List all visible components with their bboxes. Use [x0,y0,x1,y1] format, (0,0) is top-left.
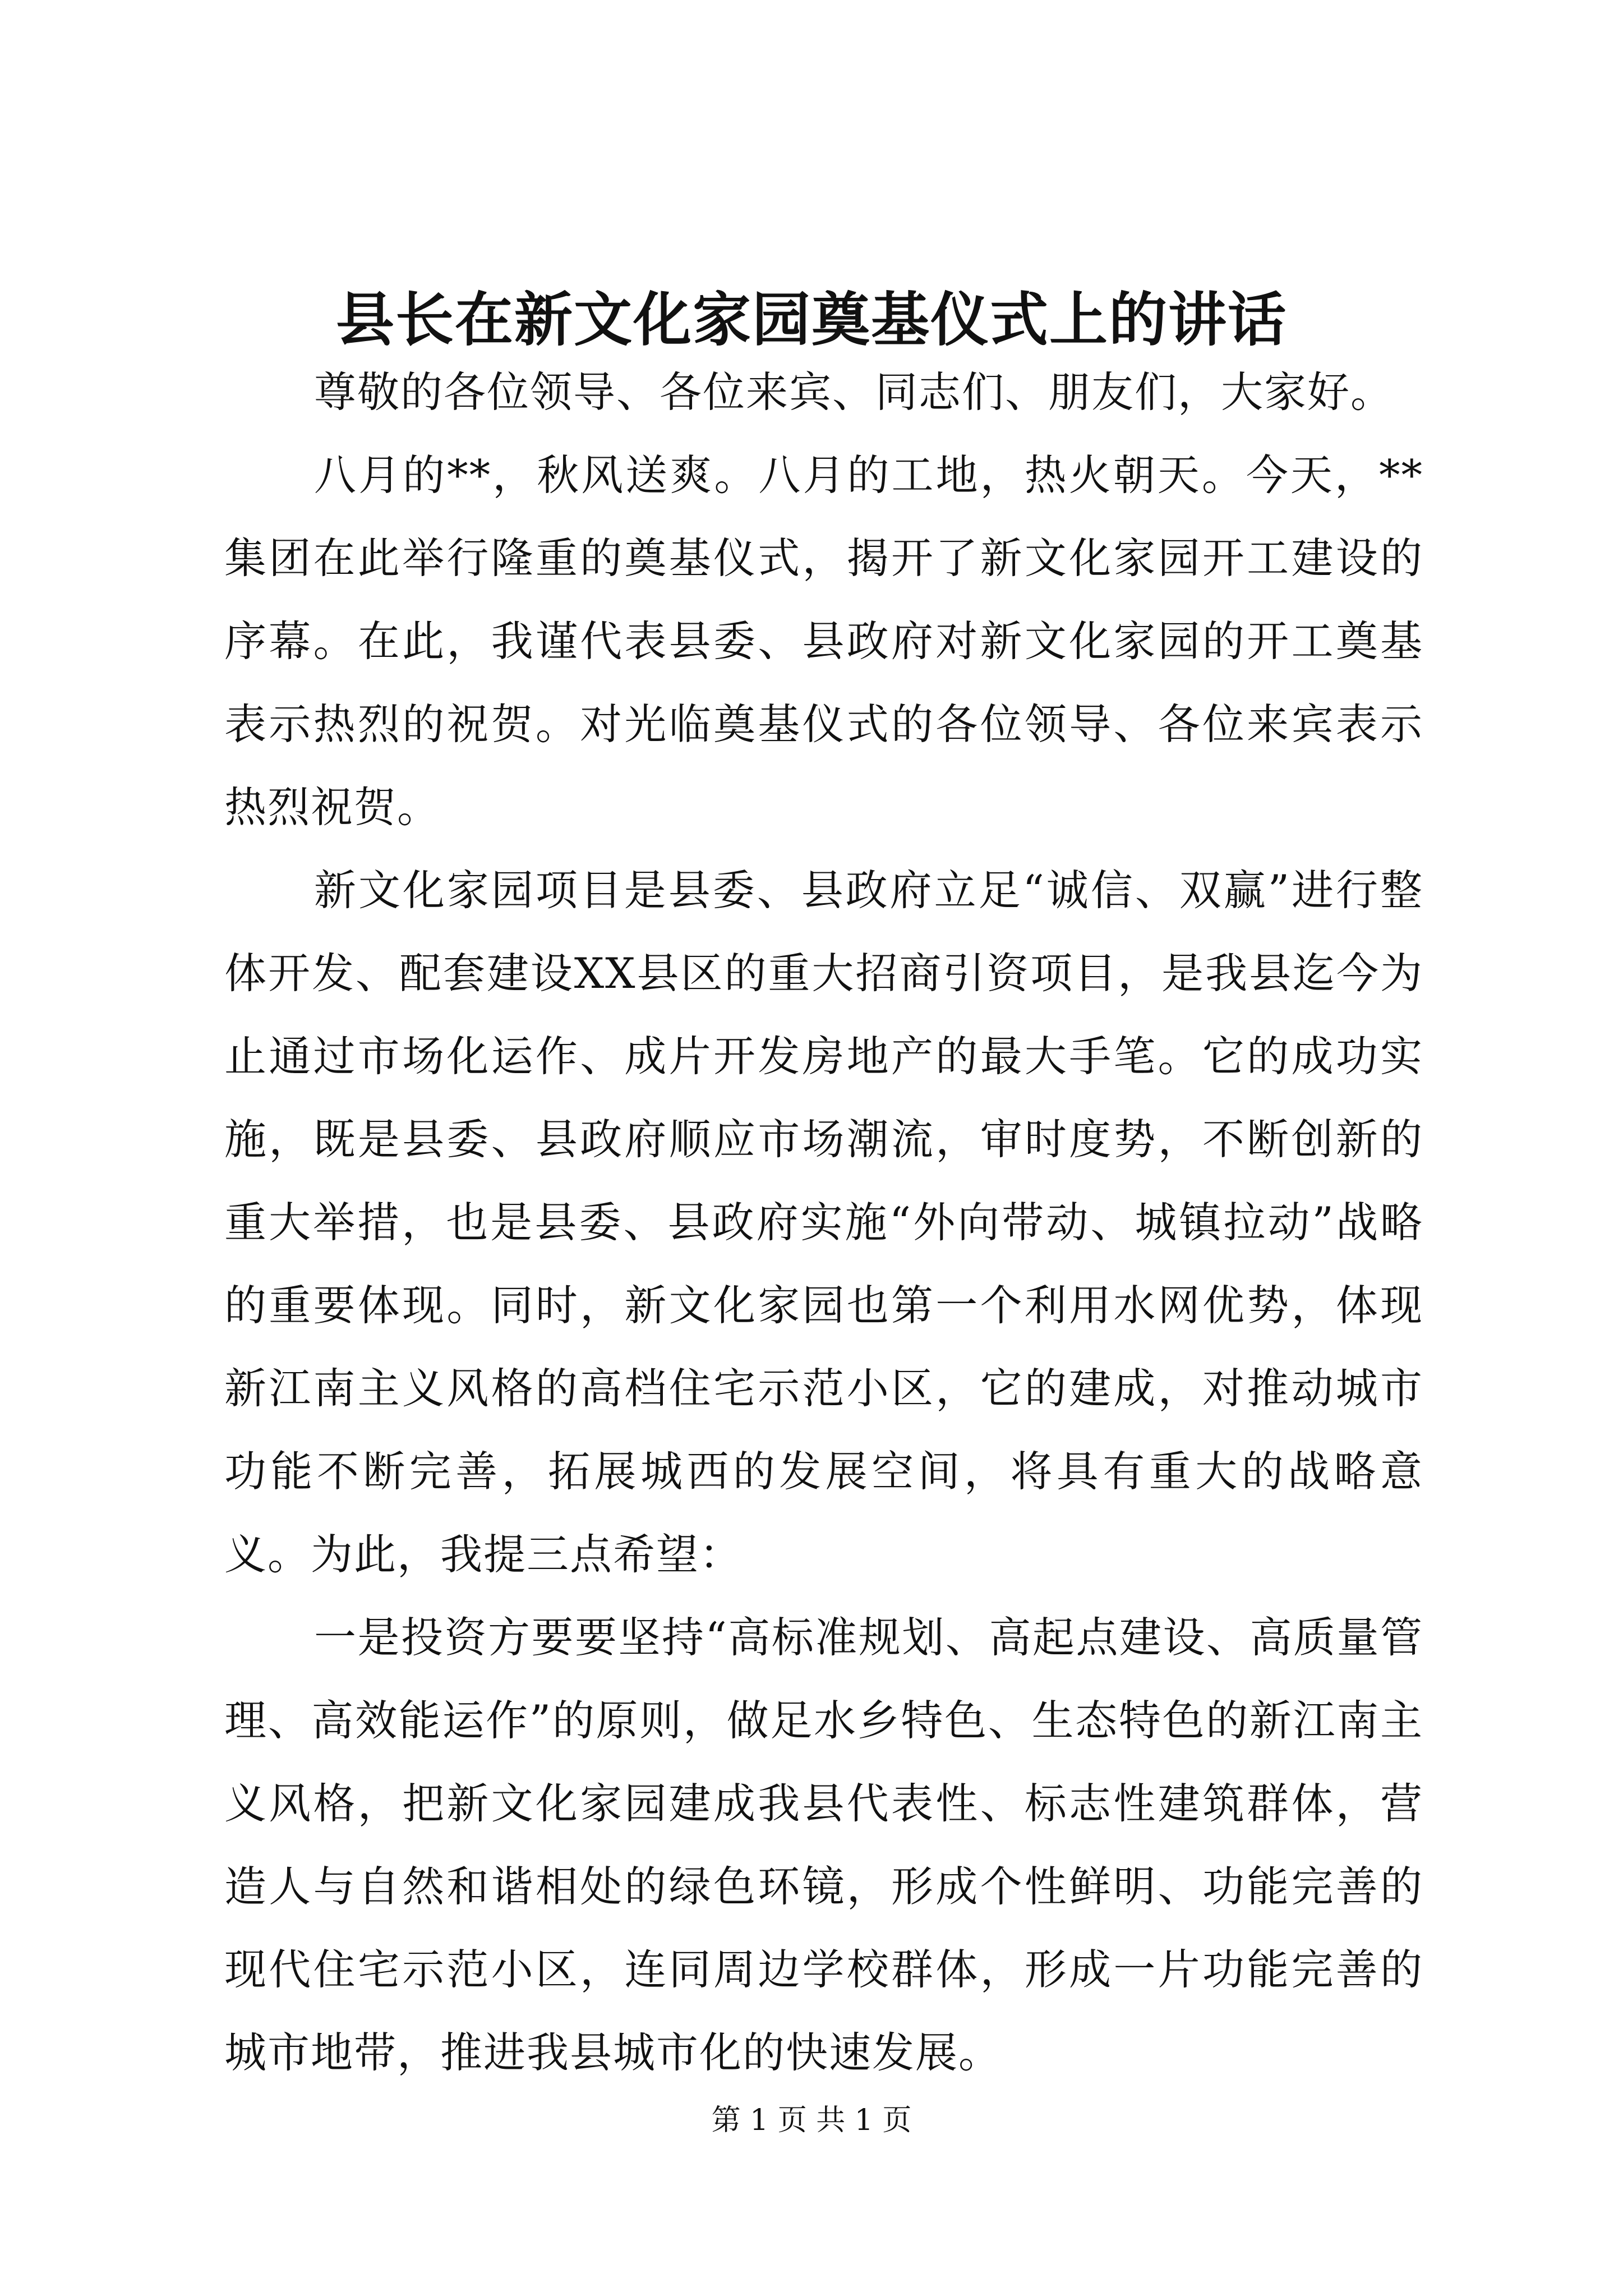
document-title: 县长在新文化家园奠基仪式上的讲话 [335,285,1287,354]
greeting-paragraph: 尊敬的各位领导、各位来宾、同志们、朋友们，大家好。 [314,367,1394,417]
body-paragraph: 新文化家园项目是县委、县政府立足“诚信、双赢”进行整体开发、配套建设XX县区的重大招商引资项目，是我县迄今为止通过市场化运作、成片开发房地产的最大手笔。它的成功实施，既是县委、县政府顺应市场潮流，审时度势，不断创新的重大举措，也是县委、县政府实施“外向带动、城镇拉动”战略的重要体现。同时，新文化家园也第一个利用水网优势，体现新江南主义风格的高档住宅示范小区，它的建成，对推动城市功能不断完善，拓展城西的发展空间，将具有重大的战略意义。为此，我提三点希望： [224,866,1423,1579]
document-body [224,351,1423,2094]
page-number-footer: 第 1 页 共 1 页 [711,2104,912,2137]
body-paragraph: 一是投资方要要坚持“高标准规划、高起点建设、高质量管理、高效能运作”的原则，做足水乡特色、生态特色的新江南主义风格，把新文化家园建成我县代表性、标志性建筑群体，营造人与自然和谐相处的绿色环镜，形成个性鲜明、功能完善的现代住宅示范小区，连同周边学校群体，形成一片功能完善的城市地带，推进我县城市化的快速发展。 [224,1613,1423,2077]
body-paragraph: 八月的**，秋风送爽。八月的工地，热火朝天。今天，**集团在此举行隆重的奠基仪式，揭开了新文化家园开工建设的序幕。在此，我谨代表县委、县政府对新文化家园的开工奠基表示热烈的祝贺。对光临奠基仪式的各位领导、各位来宾表示热烈祝贺。 [224,450,1423,832]
